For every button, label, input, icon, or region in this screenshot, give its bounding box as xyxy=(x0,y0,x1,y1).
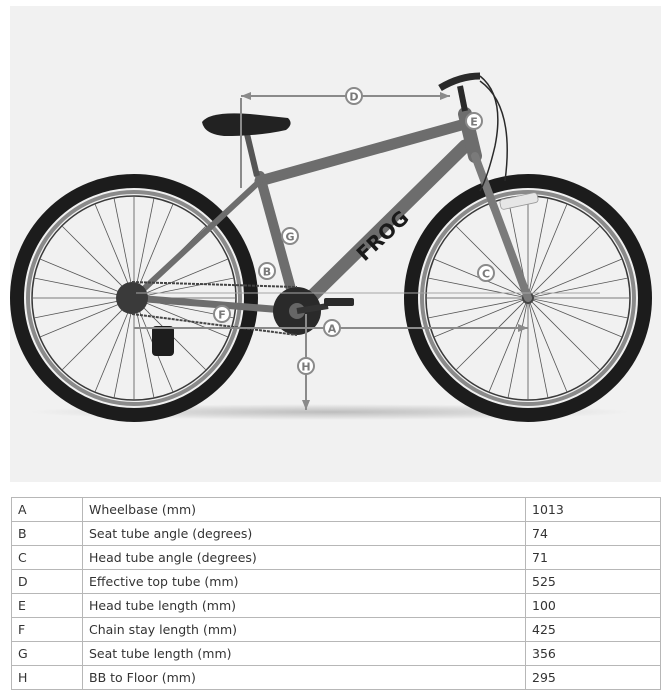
table-row xyxy=(12,498,661,522)
marker-b xyxy=(259,263,275,279)
table-row xyxy=(12,594,661,618)
svg-text:E: E xyxy=(470,115,478,129)
bike-frame xyxy=(134,114,528,311)
row-value: 525 xyxy=(526,570,661,594)
row-letter: B xyxy=(12,522,83,546)
row-value: 71 xyxy=(526,546,661,570)
marker-a xyxy=(324,320,340,336)
row-label: Head tube length (mm) xyxy=(83,594,526,618)
row-label: BB to Floor (mm) xyxy=(83,666,526,690)
row-letter: H xyxy=(12,666,83,690)
row-letter: E xyxy=(12,594,83,618)
row-label: Seat tube length (mm) xyxy=(83,642,526,666)
row-letter: F xyxy=(12,618,83,642)
row-letter: A xyxy=(12,498,83,522)
brand-logo: FROG xyxy=(351,205,414,266)
row-label: Wheelbase (mm) xyxy=(83,498,526,522)
marker-c xyxy=(478,265,494,281)
geometry-table xyxy=(11,497,661,690)
marker-g xyxy=(282,228,298,244)
marker-e xyxy=(466,113,482,129)
svg-text:C: C xyxy=(481,267,491,281)
table-row xyxy=(12,666,661,690)
saddle xyxy=(202,113,291,176)
marker-d xyxy=(346,88,362,104)
svg-text:G: G xyxy=(285,230,295,244)
marker-h xyxy=(298,358,314,374)
table-row xyxy=(12,570,661,594)
svg-text:B: B xyxy=(262,265,272,279)
table-row xyxy=(12,522,661,546)
svg-text:F: F xyxy=(218,308,226,322)
row-value: 295 xyxy=(526,666,661,690)
row-letter: C xyxy=(12,546,83,570)
table-row xyxy=(12,546,661,570)
row-value: 356 xyxy=(526,642,661,666)
row-label: Head tube angle (degrees) xyxy=(83,546,526,570)
row-label: Effective top tube (mm) xyxy=(83,570,526,594)
table-row xyxy=(12,618,661,642)
table-row xyxy=(12,642,661,666)
row-value: 74 xyxy=(526,522,661,546)
svg-text:D: D xyxy=(349,90,359,104)
bike-diagram xyxy=(10,6,661,482)
row-letter: G xyxy=(12,642,83,666)
svg-text:H: H xyxy=(301,360,311,374)
row-value: 425 xyxy=(526,618,661,642)
row-letter: D xyxy=(12,570,83,594)
svg-text:A: A xyxy=(327,322,337,336)
row-value: 100 xyxy=(526,594,661,618)
row-label: Seat tube angle (degrees) xyxy=(83,522,526,546)
row-label: Chain stay length (mm) xyxy=(83,618,526,642)
bike-image-panel xyxy=(10,6,661,482)
marker-f xyxy=(214,306,230,322)
row-value: 1013 xyxy=(526,498,661,522)
